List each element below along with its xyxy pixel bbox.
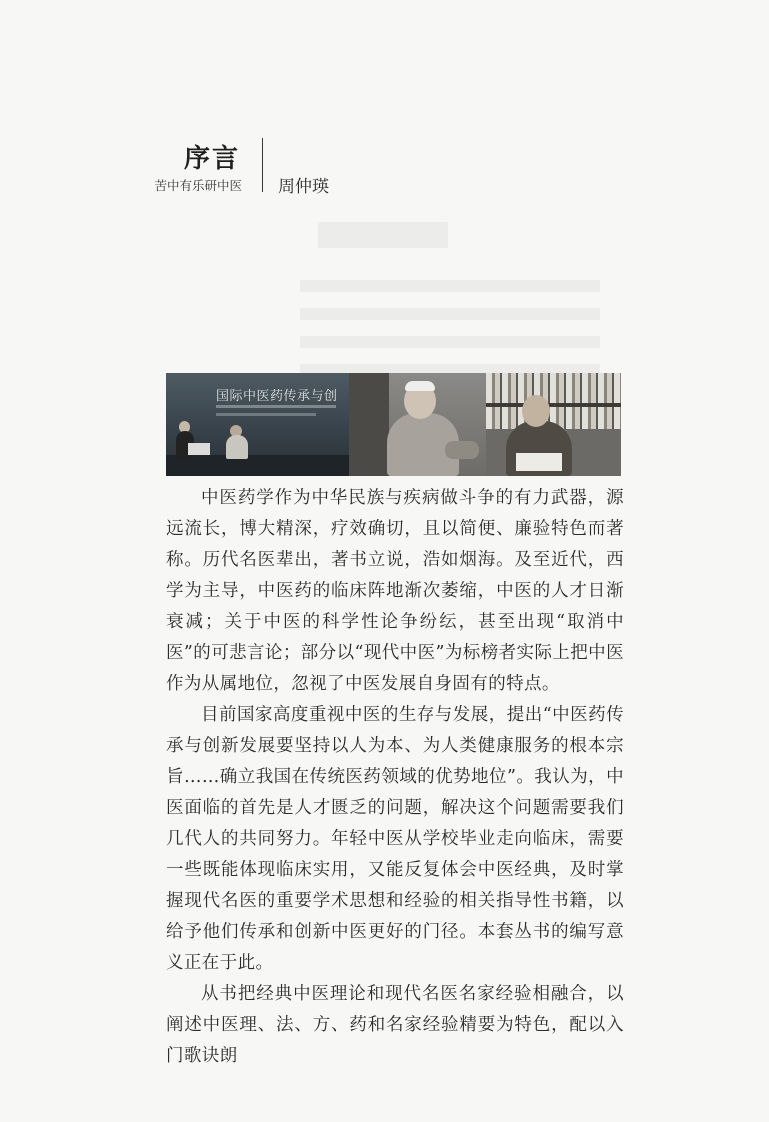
body-text (166, 483, 624, 1072)
page-subtitle: 苦中有乐研中医 (154, 178, 242, 193)
bookshelf (486, 373, 621, 429)
banner-subline (216, 405, 336, 408)
paragraph-2: 目前国家高度重视中医的生存与发展，提出“中医药传承与创新发展要坚持以人为本、为人类健康服务的根本宗旨……确立我国在传统医药领域的优势地位”。我认为，中医面临的首先是人才匮乏的问题，解决这个问题需要我们几代人的共同努力。年轻中医从学校毕业走向临床，需要一些既能体现临床实用，又能反复体会中医经典，及时掌握现代名医的重要学术思想和经验的相关指导性书籍，以给予他们传承和创新中医更好的门径。本套丛书的编写意义正在于此。 (166, 705, 624, 973)
photo-strip (166, 373, 621, 476)
page-title: 序言 (183, 144, 240, 174)
author-name: 周仲瑛 (278, 177, 329, 197)
photo-conference (166, 373, 349, 476)
reading-paper (516, 453, 562, 471)
conference-banner-text: 国际中医药传承与创 (216, 389, 338, 404)
bookshelf-ledge (486, 403, 621, 407)
paragraph-1: 中医药学作为中华民族与疾病做斗争的有力武器，源远流长，博大精深，疗效确切，且以简便、廉验特色而著称。历代名医辈出，著书立说，浩如烟海。及至近代，西学为主导，中医药的临床阵地渐次萎缩，中医的人才日渐衰减；关于中医的科学性论争纷纭，甚至出现“取消中医”的可悲言论；部分以“现代中医”为标榜者实际上把中医作为从属地位，忽视了中医发展自身固有的特点。 (166, 488, 624, 694)
shelf (349, 373, 389, 476)
paragraph-3: 从书把经典中医理论和现代名医名家经验相融合，以阐述中医理、法、方、药和名家经验精要为特色，配以入门歌诀朗 (166, 984, 624, 1066)
banner-subline-2 (216, 413, 316, 416)
laptop (188, 443, 210, 455)
reading-person-head (522, 395, 550, 427)
speaker-2 (226, 435, 248, 459)
photo-portrait-seated (349, 373, 486, 476)
seated-person-arm (445, 441, 479, 459)
header-divider (262, 138, 263, 192)
seated-person-hair (405, 381, 435, 391)
photo-portrait-reading (486, 373, 621, 476)
